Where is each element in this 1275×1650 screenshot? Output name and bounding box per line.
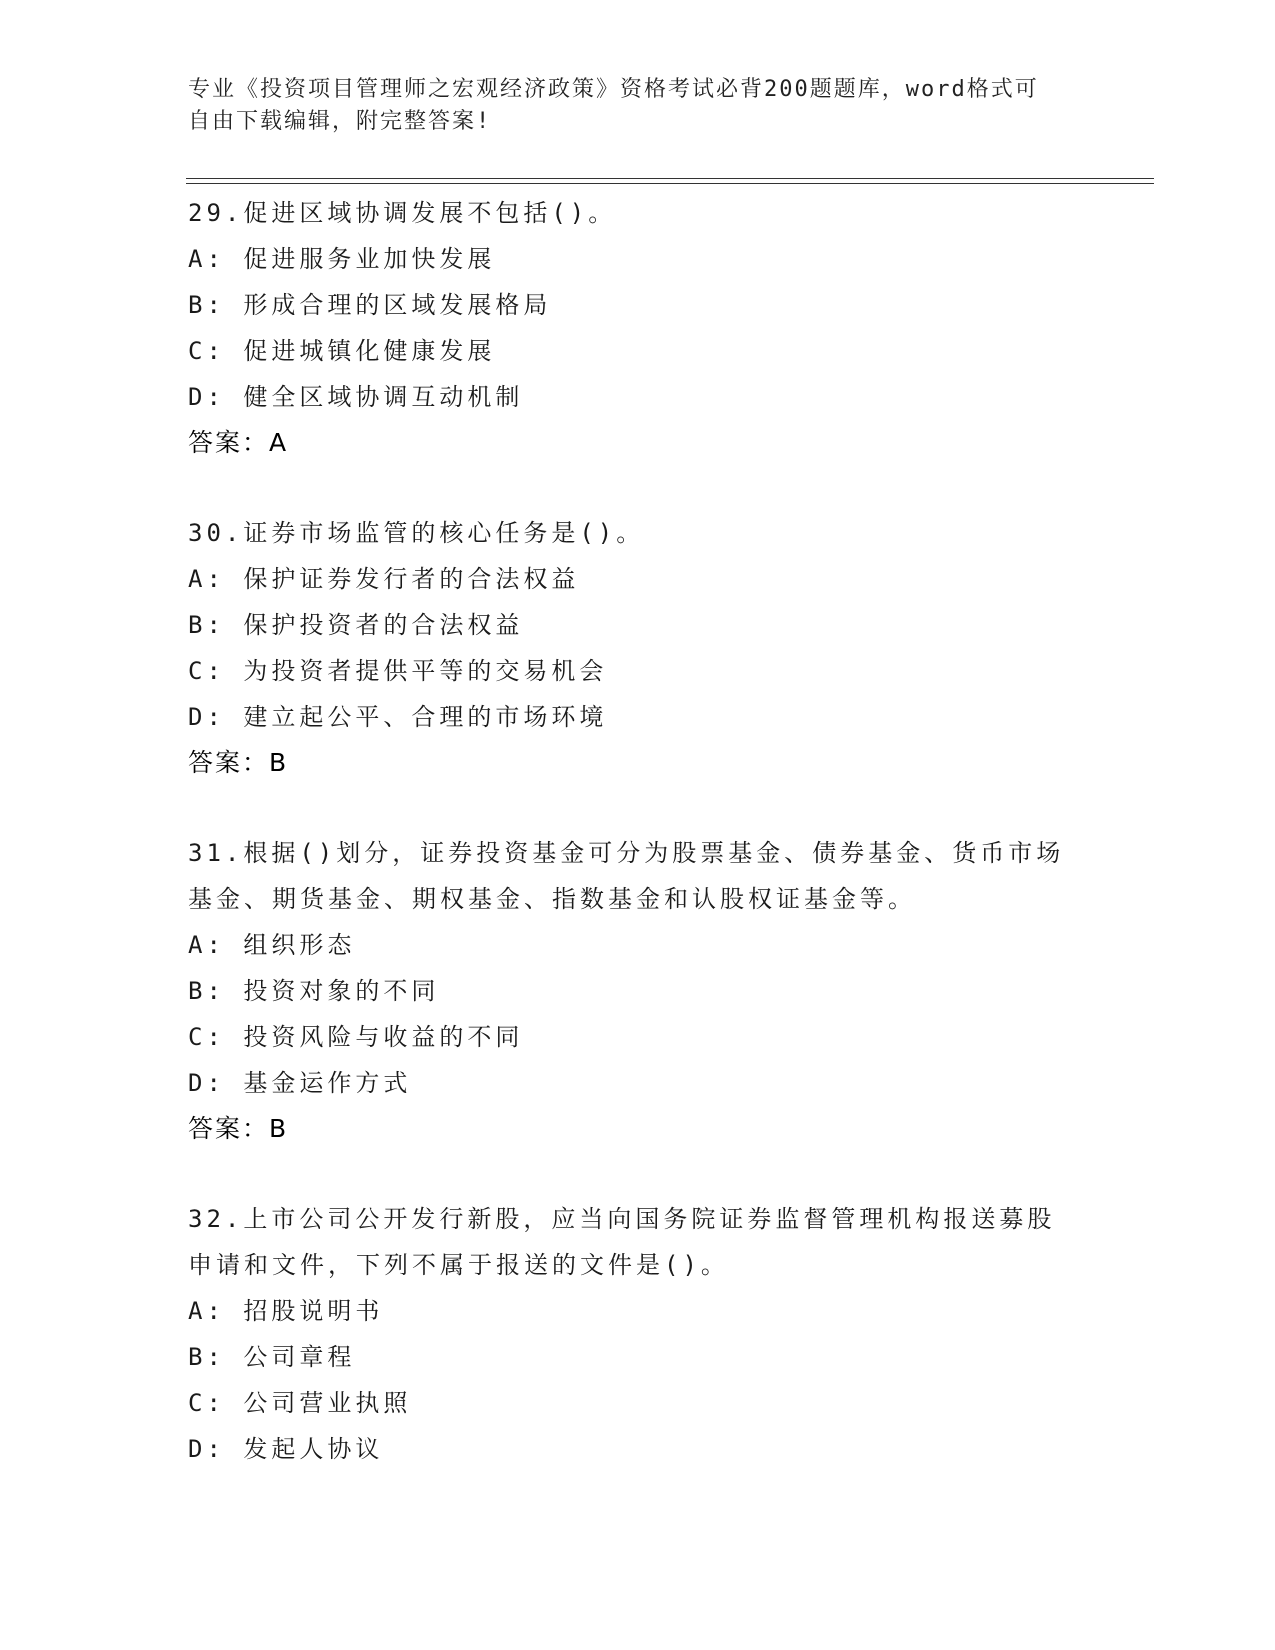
option-a: A: 促进服务业加快发展 (188, 245, 496, 273)
option-b: B: 投资对象的不同 (188, 977, 440, 1005)
question-stem-line-1: 31.根据()划分，证券投资基金可分为股票基金、债券基金、货币市场 (188, 839, 1065, 867)
answer-label: 答案：B (188, 1114, 289, 1143)
option-d: D: 建立起公平、合理的市场环境 (188, 703, 608, 731)
question-list (188, 190, 1088, 1472)
option-b: B: 保护投资者的合法权益 (188, 611, 524, 639)
question-spacer (188, 1152, 1088, 1196)
question-stem: 29.促进区域协调发展不包括()。 (188, 199, 617, 227)
document-header (188, 74, 1068, 138)
question-stem: 30.证券市场监管的核心任务是()。 (188, 519, 645, 547)
option-b: B: 形成合理的区域发展格局 (188, 291, 552, 319)
question-stem-line-2: 基金、期货基金、期权基金、指数基金和认股权证基金等。 (188, 885, 916, 913)
option-d: D: 发起人协议 (188, 1435, 384, 1463)
header-title-line-1: 专业《投资项目管理师之宏观经济政策》资格考试必背200题题库，word格式可 (188, 77, 1039, 102)
header-rule-top (186, 178, 1154, 179)
question-32 (188, 1196, 1088, 1472)
answer-label: 答案：B (188, 748, 289, 777)
option-c: C: 公司营业执照 (188, 1389, 412, 1417)
header-title-line-2: 自由下载编辑，附完整答案! (188, 109, 492, 134)
option-d: D: 基金运作方式 (188, 1069, 412, 1097)
question-stem-line-1: 32.上市公司公开发行新股，应当向国务院证券监督管理机构报送募股 (188, 1205, 1056, 1233)
option-c: C: 为投资者提供平等的交易机会 (188, 657, 608, 685)
option-a: A: 保护证券发行者的合法权益 (188, 565, 580, 593)
option-d: D: 健全区域协调互动机制 (188, 383, 524, 411)
question-30 (188, 510, 1088, 786)
option-c: C: 投资风险与收益的不同 (188, 1023, 524, 1051)
option-b: B: 公司章程 (188, 1343, 356, 1371)
option-a: A: 招股说明书 (188, 1297, 384, 1325)
question-spacer (188, 466, 1088, 510)
question-31 (188, 830, 1088, 1152)
question-spacer (188, 786, 1088, 830)
answer-label: 答案：A (188, 428, 289, 457)
header-rule-bottom (186, 183, 1154, 184)
option-c: C: 促进城镇化健康发展 (188, 337, 496, 365)
option-a: A: 组织形态 (188, 931, 356, 959)
question-stem-line-2: 申请和文件，下列不属于报送的文件是()。 (188, 1251, 729, 1279)
question-29 (188, 190, 1088, 466)
